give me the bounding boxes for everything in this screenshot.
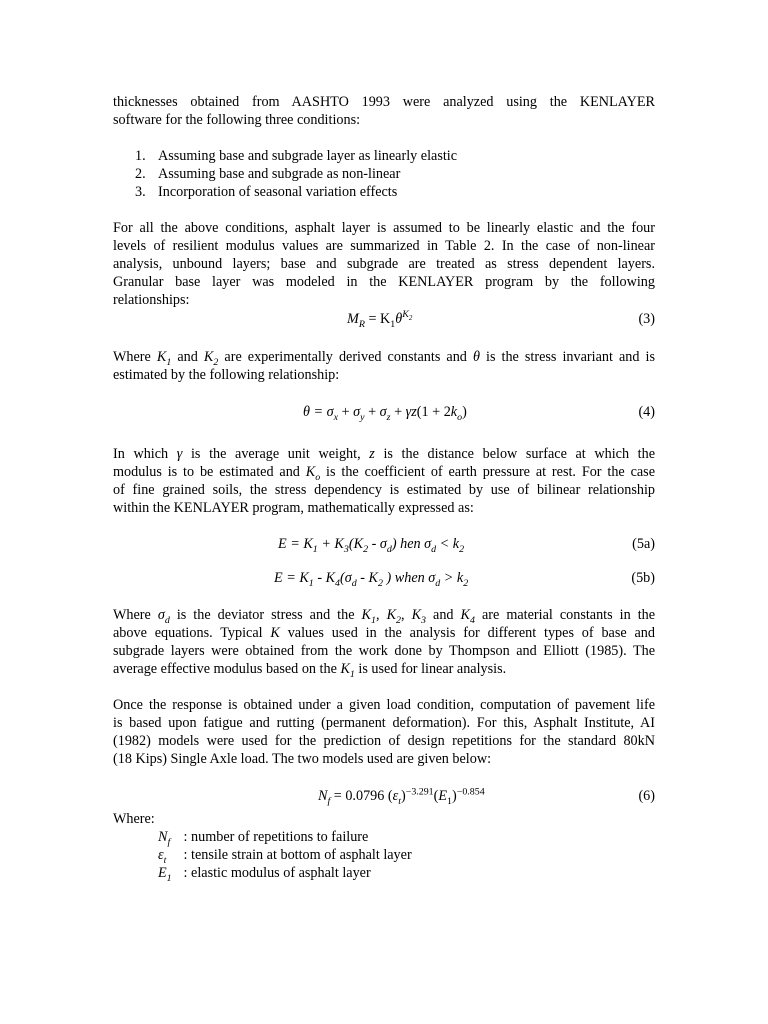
definition-row: $N_f$ : number of repetitions to failure [158,829,369,848]
paragraph-conditions: For all the above conditions, asphalt layer is assumed to be linearly elastic and the four levels of resilient modulus values are summarized in Table 2. In the case of non-linear analysis, unbound layers; base and subgrade are treated as stress dependent layers. Granular base layer was modeled in the KENLAYER program by the following relationships: [113,220,655,308]
equation-6 [113,787,655,809]
equation-5b [113,569,655,591]
paragraph-constants: Where $K_1$ and $K_2$ are experimentally derived constants and θ is the stress invariant and is estimated by the following relationship: [113,349,655,383]
equation-5a-expression: $E = K_1 + K_3(K_2 - \sigma_d)$ hen $\sigma_d < k_2$ [278,536,465,555]
equation-5b-number: (5b) [631,570,655,586]
equation-4-expression: $\theta = \sigma_x + \sigma_y + \sigma_z + \gamma z(1 + 2k_o)$ [303,404,467,423]
equation-5a [113,535,655,557]
equation-3-number: (3) [638,311,655,327]
intro-paragraph [113,93,655,129]
list-item: 1. Assuming base and subgrade layer as linearly elastic [135,148,458,164]
definition-row: $\varepsilon_t$ : tensile strain at bottom of asphalt layer [158,847,412,866]
list-item: 3. Incorporation of seasonal variation effects [135,184,398,200]
equation-6-expression: $N_f = 0.0796$ $(\varepsilon_t)^{-3.291}(E_1)^{-0.854}$ [318,786,485,807]
intro-line-2: software for the following three conditions: [113,112,361,128]
equation-6-number: (6) [638,788,655,804]
paragraph-unit-weight: In which γ is the average unit weight, z is the distance below surface at which the modulus is to be estimated and $K_o$ is the coefficient of earth pressure at rest. For the case of fine grained soils, the stress dependency is estimated by use of bilinear relationship within the KENLAYER program, mathematically expressed as: [113,446,656,516]
definitions [113,810,412,882]
paragraph-pavement-life: Once the response is obtained under a given load condition, computation of pavement life is based upon fatigue and rutting (permanent deformation). For this, Asphalt Institute, AI (1982) models were used for the prediction of design repetitions for the standard 80kN (18 Kips) Single Axle load. The two models used are given below: [113,697,655,767]
equation-3 [113,310,655,332]
equation-4-number: (4) [638,404,655,420]
intro-line-1: thicknesses obtained from AASHTO 1993 were analyzed using the KENLAYER [113,94,655,110]
equation-3-expression: $M_R = K_1\theta^{K_2}$ [347,309,413,330]
definition-row: $E_1$ : elastic modulus of asphalt layer [158,865,371,884]
conditions-list [113,147,457,201]
equation-5a-number: (5a) [632,536,655,552]
equation-5b-expression: $E = K_1 - K_4(\sigma_d - K_2$ ) when $\sigma_d > k_2$ [274,570,469,589]
list-item: 2. Assuming base and subgrade as non-linear [135,166,401,182]
paragraph-deviator-stress: Where $\sigma_d$ is the deviator stress and the $K_1$, $K_2$, $K_3$ and $K_4$ are material constants in the above equations. Typical K values used in the analysis for different types of base and subgrade layers were obtained from the work done by Thompson and Elliott (1985). The average effective modulus based on the $K_1$ is used for linear analysis. [113,607,656,680]
where-label: Where: [113,811,155,827]
equation-4 [113,403,655,425]
